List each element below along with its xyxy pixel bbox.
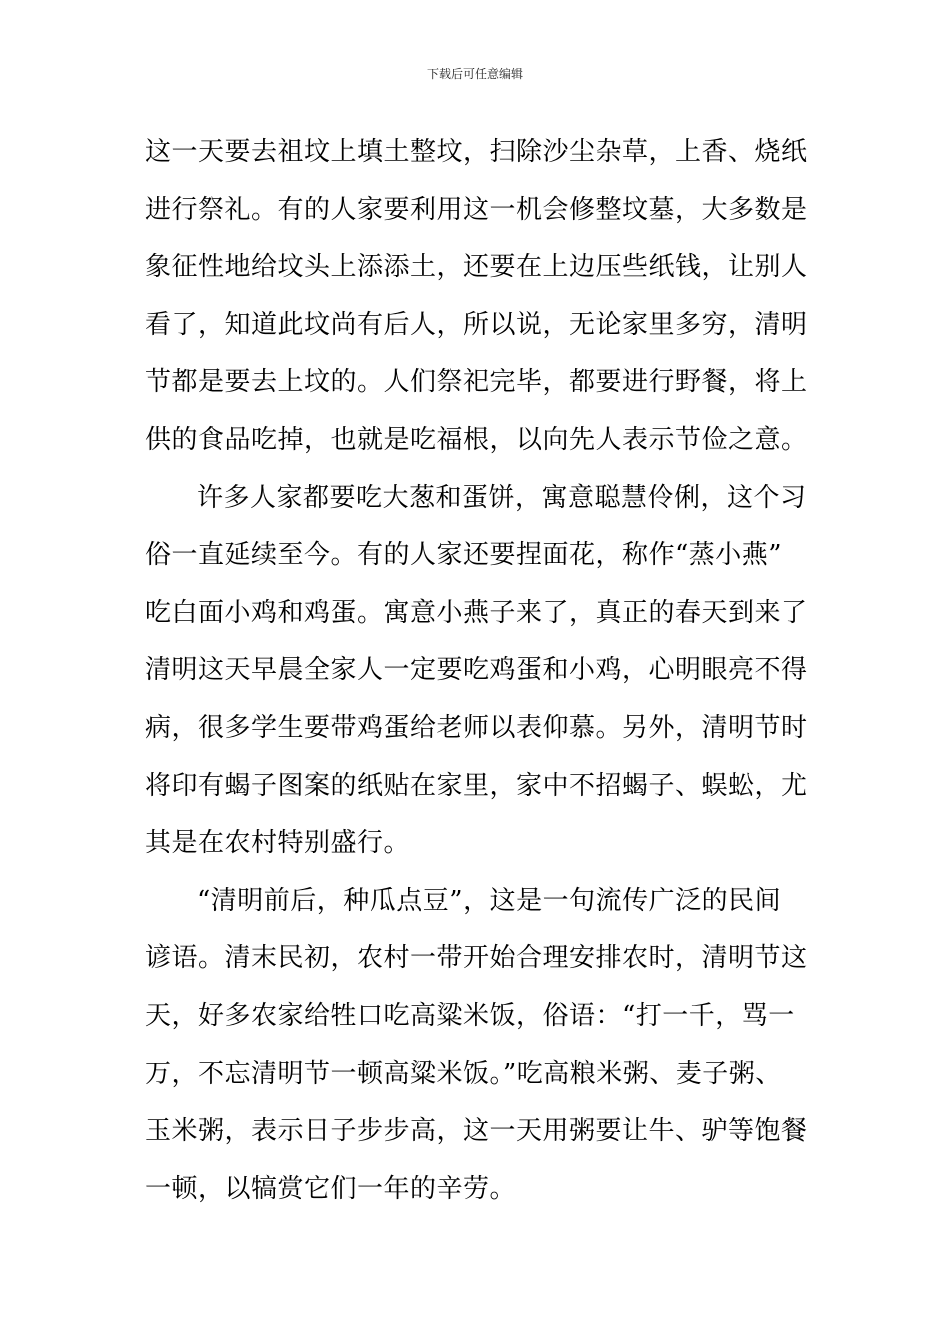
text-line: 天，好多农家给牲口吃高粱米饭，俗语：“打一千，骂一 [145,1000,795,1031]
paragraph-2 [145,470,807,873]
text-line: 节都是要去上坟的。人们祭祀完毕，都要进行野餐，将上 [145,367,808,398]
text-line: 万，不忘清明节一顿高粱米饭。”吃高粮米粥、麦子粥、 [145,1058,782,1089]
text-line: 象征性地给坟头上添添土，还要在上边压些纸钱，让别人 [145,252,808,283]
text-line: 这一天要去祖坟上填土整坟，扫除沙尘杂草，上香、烧纸 [145,137,808,167]
text-line: 其是在农村特别盛行。 [145,828,411,859]
text-line: 供的食品吃掉，也就是吃福根，以向先人表示节俭之意。 [145,424,808,455]
text-line: 玉米粥，表示日子步步高，这一天用粥要让牛、驴等饱餐 [145,1116,808,1147]
text-line: 许多人家都要吃大葱和蛋饼，寓意聪慧伶俐，这个习 [197,482,807,513]
page-header: 下载后可任意编辑 [426,67,523,81]
text-line: 吃白面小鸡和鸡蛋。寓意小燕子来了，真正的春天到来了 [145,597,808,628]
text-line: 一顿，以犒赏它们一年的辛劳。 [145,1173,517,1204]
text-line: 谚语。清末民初，农村一带开始合理安排农时，清明节这 [145,943,808,974]
text-line: 将印有蝎子图案的纸贴在家里，家中不招蝎子、蜈蚣，尤 [145,770,808,801]
paragraph-3 [145,873,807,1219]
document-body [145,124,807,1218]
text-line: 俗一直延续至今。有的人家还要捏面花，称作“蒸小燕” [145,540,783,571]
text-line: 看了，知道此坟尚有后人，所以说，无论家里多穷，清明 [145,309,808,340]
paragraph-1 [145,124,807,470]
text-line: 进行祭礼。有的人家要利用这一机会修整坟墓，大多数是 [145,194,808,225]
text-line: 清明这天早晨全家人一定要吃鸡蛋和小鸡，心明眼亮不得 [145,655,808,686]
text-line: “清明前后，种瓜点豆”，这是一句流传广泛的民间 [197,885,782,916]
text-line: 病，很多学生要带鸡蛋给老师以表仰慕。另外，清明节时 [145,712,808,743]
